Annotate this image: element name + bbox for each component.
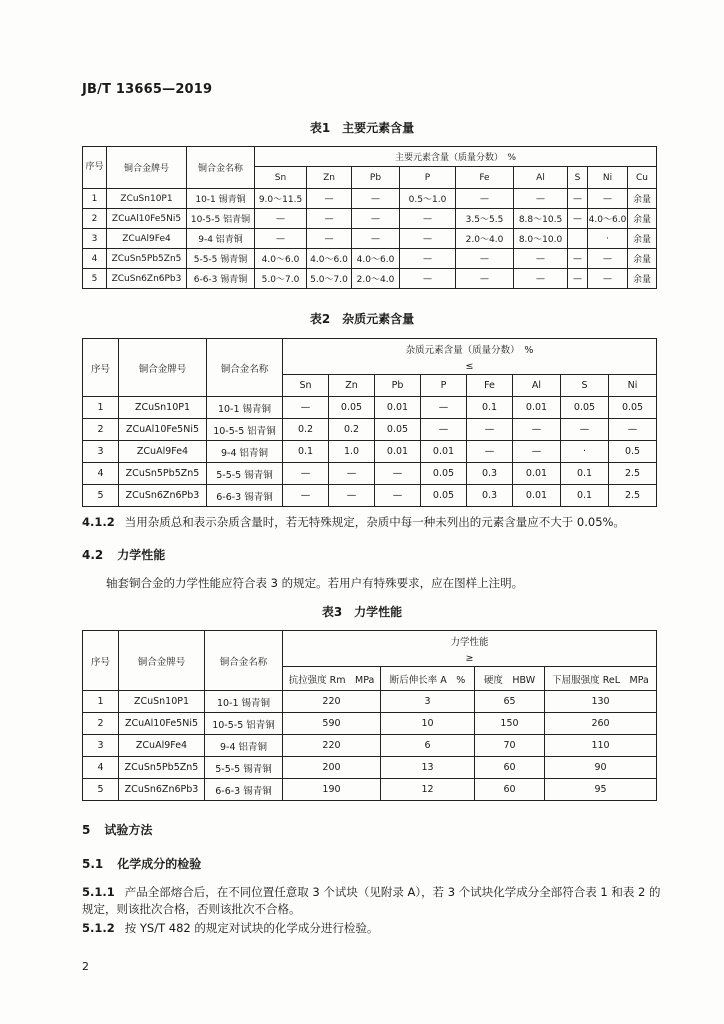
row-value: 110 [545, 735, 657, 757]
row-value: — [467, 441, 513, 463]
row-value: — [568, 189, 588, 209]
row-value: 3 [381, 691, 475, 713]
section-4-2-text: 轴套铜合金的力学性能应符合表 3 的规定。若用户有特殊要求，应在图样上注明。 [106, 576, 524, 590]
row-value: 0.01 [375, 441, 421, 463]
row-value [568, 229, 588, 249]
row-grade: ZCuAl9Fe4 [119, 735, 205, 757]
table-row [83, 691, 657, 713]
table2-caption: 表2 杂质元素含量 [309, 312, 415, 326]
t3-head-grade: 铜合金牌号 [119, 631, 205, 691]
row-name: 10-5-5 铝青铜 [205, 713, 283, 735]
row-value: 0.05 [421, 463, 467, 485]
row-value: — [307, 229, 352, 249]
section-5-1-num: 5.1 [82, 857, 104, 871]
table3-col-header: 下屈服强度 ReL MPa [545, 667, 657, 691]
page-number: 2 [82, 960, 89, 973]
row-value: 220 [283, 735, 381, 757]
row-value: 0.1 [283, 441, 329, 463]
table-row [83, 441, 657, 463]
row-value: 220 [283, 691, 381, 713]
section-5-title: 试验方法 [104, 823, 153, 837]
row-value: — [283, 485, 329, 507]
row-grade: ZCuSn5Pb5Zn5 [119, 463, 207, 485]
table1-col-header: Sn [255, 167, 307, 189]
clause-5-1-2-num: 5.1.2 [82, 921, 115, 935]
table3-caption: 表3 力学性能 [321, 605, 403, 619]
row-grade: ZCuSn6Zn6Pb3 [119, 485, 207, 507]
table-row [83, 209, 657, 229]
row-value: — [421, 419, 467, 441]
row-seq: 3 [83, 441, 119, 463]
table2-col-header: S [561, 375, 609, 397]
row-value: 0.1 [467, 397, 513, 419]
row-value: 0.05 [561, 397, 609, 419]
t3-head-name: 铜合金名称 [205, 631, 283, 691]
row-name: 10-5-5 铝青铜 [207, 419, 283, 441]
section-5-1-heading [82, 855, 201, 872]
row-name: 10-1 锡青铜 [205, 691, 283, 713]
table2-col-header: Sn [283, 375, 329, 397]
row-value: 150 [475, 713, 545, 735]
table-row [83, 735, 657, 757]
row-value: 590 [283, 713, 381, 735]
row-value: 0.05 [329, 397, 375, 419]
row-seq: 4 [83, 757, 119, 779]
section-4-2-heading [82, 546, 165, 563]
row-value: 0.5～1.0 [400, 189, 456, 209]
row-name: 9-4 铝青铜 [205, 735, 283, 757]
row-value: — [255, 229, 307, 249]
row-value: 95 [545, 779, 657, 801]
section-5-heading [82, 821, 152, 838]
table1-col-header: Ni [588, 167, 628, 189]
row-value: 10 [381, 713, 475, 735]
table-row [83, 463, 657, 485]
row-value: 0.2 [329, 419, 375, 441]
clause-5-1-1-num: 5.1.1 [82, 885, 115, 899]
clause-5-1-2-text: 按 YS/T 482 的规定对试块的化学成分进行检验。 [124, 921, 379, 935]
row-value: — [421, 397, 467, 419]
t1-head-group: 主要元素含量（质量分数） % [255, 147, 657, 167]
row-value: 2.0～4.0 [352, 269, 400, 289]
row-value: 0.01 [513, 463, 561, 485]
row-value: — [588, 189, 628, 209]
table-row [83, 757, 657, 779]
table1-col-header: Al [514, 167, 568, 189]
row-value: 0.3 [467, 463, 513, 485]
row-name: 5-5-5 锡青铜 [205, 757, 283, 779]
row-name: 9-4 铝青铜 [207, 441, 283, 463]
row-value: — [283, 463, 329, 485]
table2-col-header: Pb [375, 375, 421, 397]
row-value: — [456, 249, 514, 269]
row-value: — [307, 189, 352, 209]
row-value: 0.05 [609, 397, 657, 419]
row-value: 1.0 [329, 441, 375, 463]
t1-head-name: 铜合金名称 [187, 147, 255, 189]
row-grade: ZCuAl10Fe5Ni5 [107, 209, 187, 229]
clause-4-1-2 [82, 514, 662, 531]
table-row [83, 485, 657, 507]
row-grade: ZCuAl10Fe5Ni5 [119, 419, 207, 441]
row-value: 8.0～10.0 [514, 229, 568, 249]
row-value: 200 [283, 757, 381, 779]
row-value: 0.05 [375, 419, 421, 441]
clause-4-1-2-num: 4.1.2 [82, 515, 115, 529]
row-value: — [375, 463, 421, 485]
table-row [83, 229, 657, 249]
row-name: 10-5-5 铝青铜 [187, 209, 255, 229]
row-value: · [588, 229, 628, 249]
table-row [83, 269, 657, 289]
table2-col-header: Zn [329, 375, 375, 397]
row-value: — [568, 269, 588, 289]
row-value: 13 [381, 757, 475, 779]
row-seq: 2 [83, 713, 119, 735]
table3-col-header: 断后伸长率 A % [381, 667, 475, 691]
row-seq: 1 [83, 189, 107, 209]
row-value: — [375, 485, 421, 507]
row-value: — [588, 249, 628, 269]
t2-head-seq: 序号 [83, 339, 119, 397]
clause-5-1-2 [82, 920, 662, 937]
table-row [83, 713, 657, 735]
row-value: — [568, 209, 588, 229]
table-row [83, 397, 657, 419]
row-value: 余量 [628, 209, 657, 229]
row-seq: 1 [83, 691, 119, 713]
row-name: 6-6-3 锡青铜 [207, 485, 283, 507]
table2-col-header: Fe [467, 375, 513, 397]
section-4-2-title: 力学性能 [117, 548, 166, 562]
row-seq: 3 [83, 229, 107, 249]
row-seq: 2 [83, 419, 119, 441]
table1-col-header: Cu [628, 167, 657, 189]
table-row [83, 249, 657, 269]
row-value: — [352, 229, 400, 249]
section-4-2-num: 4.2 [82, 548, 104, 562]
row-seq: 4 [83, 249, 107, 269]
row-seq: 5 [83, 485, 119, 507]
t1-head-seq: 序号 [83, 147, 107, 189]
table2-col-header: Al [513, 375, 561, 397]
row-value: 70 [475, 735, 545, 757]
row-value: — [588, 269, 628, 289]
table-row [83, 779, 657, 801]
row-value: 5.0～7.0 [307, 269, 352, 289]
row-value: — [568, 249, 588, 269]
t2-head-sub: ≤ [283, 359, 657, 375]
row-name: 10-1 锡青铜 [207, 397, 283, 419]
row-value: — [352, 209, 400, 229]
table1-col-header: S [568, 167, 588, 189]
table3-mechanical-properties [82, 630, 657, 801]
row-value: 0.3 [467, 485, 513, 507]
t3-head-sub: ≥ [283, 651, 657, 667]
t2-head-name: 铜合金名称 [207, 339, 283, 397]
table1-col-header: Pb [352, 167, 400, 189]
row-value: — [400, 229, 456, 249]
row-grade: ZCuSn10P1 [107, 189, 187, 209]
table1-col-header: P [400, 167, 456, 189]
table1-caption: 表1 主要元素含量 [309, 121, 415, 135]
row-name: 9-4 铝青铜 [187, 229, 255, 249]
row-value: 0.5 [609, 441, 657, 463]
row-value: — [255, 209, 307, 229]
row-seq: 2 [83, 209, 107, 229]
row-name: 6-6-3 锡青铜 [205, 779, 283, 801]
row-value: · [561, 441, 609, 463]
table2-col-header: P [421, 375, 467, 397]
row-value: — [352, 189, 400, 209]
t3-head-group: 力学性能 [283, 631, 657, 651]
row-value: 260 [545, 713, 657, 735]
row-value: 9.0～11.5 [255, 189, 307, 209]
row-value: 90 [545, 757, 657, 779]
table1-main-elements [82, 146, 657, 289]
table2-impurity-elements [82, 338, 657, 507]
table2-col-header: Ni [609, 375, 657, 397]
row-seq: 4 [83, 463, 119, 485]
row-grade: ZCuAl10Fe5Ni5 [119, 713, 205, 735]
row-value: 4.0～6.0 [352, 249, 400, 269]
t1-head-grade: 铜合金牌号 [107, 147, 187, 189]
standard-code: JB/T 13665—2019 [82, 82, 213, 97]
row-value: — [329, 463, 375, 485]
t2-head-grade: 铜合金牌号 [119, 339, 207, 397]
row-value: 60 [475, 757, 545, 779]
row-value: — [513, 441, 561, 463]
row-grade: ZCuSn10P1 [119, 691, 205, 713]
row-value: — [400, 249, 456, 269]
row-value: 60 [475, 779, 545, 801]
row-value: 余量 [628, 269, 657, 289]
row-value: 0.1 [561, 463, 609, 485]
row-value: — [329, 485, 375, 507]
row-value: 0.2 [283, 419, 329, 441]
clause-4-1-2-text: 当用杂质总和表示杂质含量时，若无特殊规定，杂质中每一种未列出的元素含量应不大于 0.05%。 [124, 515, 625, 529]
table1-col-header: Fe [456, 167, 514, 189]
row-value: — [467, 419, 513, 441]
row-value: — [400, 209, 456, 229]
row-name: 6-6-3 锡青铜 [187, 269, 255, 289]
row-value: — [561, 419, 609, 441]
t3-head-seq: 序号 [83, 631, 119, 691]
row-seq: 5 [83, 779, 119, 801]
row-value: 130 [545, 691, 657, 713]
row-value: — [456, 189, 514, 209]
section-5-1-title: 化学成分的检验 [117, 857, 202, 871]
row-value: — [514, 269, 568, 289]
row-value: 65 [475, 691, 545, 713]
table-row [83, 189, 657, 209]
row-value: 190 [283, 779, 381, 801]
row-value: 0.01 [513, 397, 561, 419]
row-value: 0.01 [375, 397, 421, 419]
row-name: 10-1 锡青铜 [187, 189, 255, 209]
row-value: 4.0～6.0 [255, 249, 307, 269]
row-value: 4.0～6.0 [588, 209, 628, 229]
table3-col-header: 抗拉强度 Rm MPa [283, 667, 381, 691]
row-value: 2.0～4.0 [456, 229, 514, 249]
row-seq: 1 [83, 397, 119, 419]
row-value: 0.05 [421, 485, 467, 507]
row-value: 3.5～5.5 [456, 209, 514, 229]
row-value: 余量 [628, 189, 657, 209]
clause-5-1-1-text: 产品全部熔合后，在不同位置任意取 3 个试块（见附录 A），若 3 个试块化学成分全部符合表 1 和表 2 的规定，则该批次合格，否则该批次不合格。 [82, 885, 661, 916]
table-row [83, 419, 657, 441]
t2-head-group: 杂质元素含量（质量分数） % [283, 339, 657, 359]
row-value: 2.5 [609, 463, 657, 485]
row-grade: ZCuAl9Fe4 [119, 441, 207, 463]
clause-5-1-1 [82, 884, 662, 918]
row-value: — [307, 209, 352, 229]
row-grade: ZCuSn5Pb5Zn5 [107, 249, 187, 269]
section-5-num: 5 [82, 823, 91, 837]
row-value: 余量 [628, 229, 657, 249]
row-value: 12 [381, 779, 475, 801]
row-name: 5-5-5 锡青铜 [187, 249, 255, 269]
row-value: — [400, 269, 456, 289]
row-value: 0.01 [421, 441, 467, 463]
row-seq: 3 [83, 735, 119, 757]
row-grade: ZCuAl9Fe4 [107, 229, 187, 249]
row-name: 5-5-5 锡青铜 [207, 463, 283, 485]
row-value: — [513, 419, 561, 441]
row-value: 余量 [628, 249, 657, 269]
row-value: 6 [381, 735, 475, 757]
table3-col-header: 硬度 HBW [475, 667, 545, 691]
table1-col-header: Zn [307, 167, 352, 189]
row-grade: ZCuSn6Zn6Pb3 [119, 779, 205, 801]
row-value: 0.01 [513, 485, 561, 507]
row-value: — [514, 249, 568, 269]
row-value: — [609, 419, 657, 441]
row-value: — [456, 269, 514, 289]
row-value: — [514, 189, 568, 209]
row-value: 5.0～7.0 [255, 269, 307, 289]
row-value: — [283, 397, 329, 419]
row-grade: ZCuSn10P1 [119, 397, 207, 419]
row-value: 8.8～10.5 [514, 209, 568, 229]
row-seq: 5 [83, 269, 107, 289]
row-value: 2.5 [609, 485, 657, 507]
row-value: 4.0～6.0 [307, 249, 352, 269]
row-value: 0.1 [561, 485, 609, 507]
row-grade: ZCuSn5Pb5Zn5 [119, 757, 205, 779]
row-grade: ZCuSn6Zn6Pb3 [107, 269, 187, 289]
